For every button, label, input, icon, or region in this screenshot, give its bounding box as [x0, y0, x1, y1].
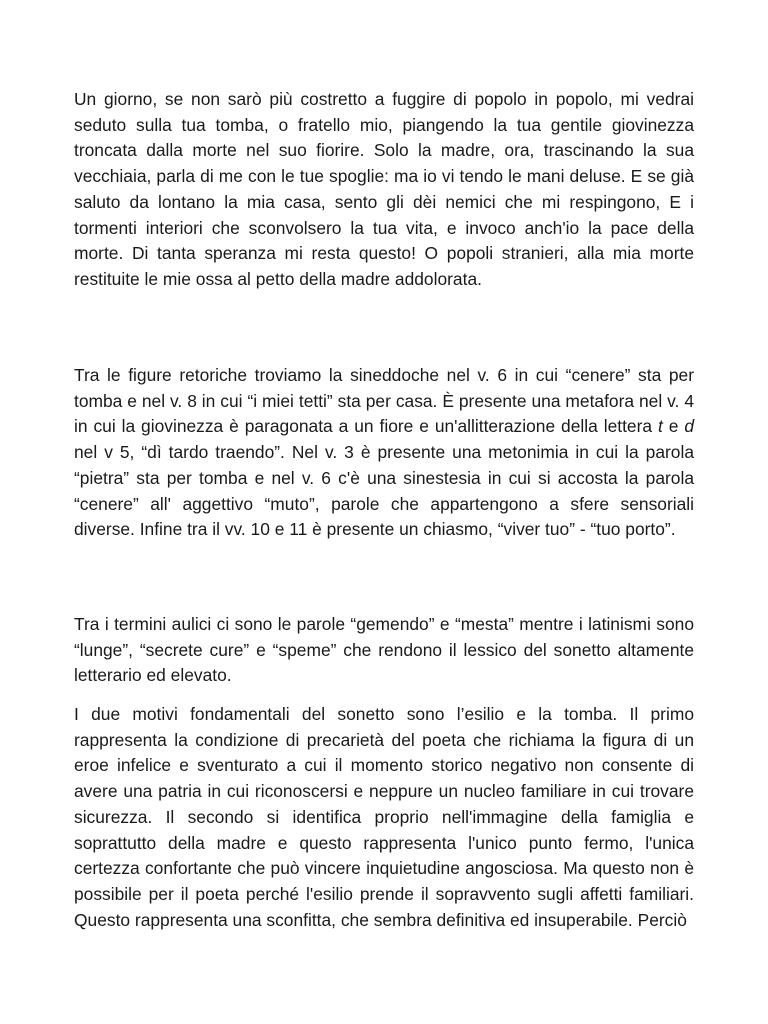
paragraph-lexicon: Tra i termini aulici ci sono le parole “gemendo” e “mesta” mentre i latinismi sono “lunge”, “secrete cure” e “speme” che rendono il lessico del sonetto altamente letterario ed elevato.	[74, 614, 694, 686]
figures-text-part-2: e	[662, 416, 685, 437]
paragraph-rhetorical-figures	[74, 363, 694, 543]
figures-text-part-1: Tra le figure retoriche troviamo la sineddoche nel v. 6 in cui “cenere” sta per tomba e nel v. 8 in cui “i miei tetti” sta per casa. È presente una metafora nel v. 4 in cui la giovinezza è paragonata a un fiore e un'allitterazione della lettera	[74, 365, 694, 437]
paragraph-themes: I due motivi fondamentali del sonetto sono l’esilio e la tomba. Il primo rappresenta la condizione di precarietà del poeta che richiama la figura di un eroe infelice e sventurato a cui il momento storico negativo non consente di avere una patria in cui riconoscersi e neppure un nucleo familiare in cui trovare sicurezza. Il secondo si identifica proprio nell'immagine della famiglia e soprattutto della madre e questo rappresenta l'unico punto fermo, l'unica certezza confortante che può vincere inquietudine angosciosa. Ma questo non è possibile per il poeta perché l'esilio prende il sopravvento sugli affetti familiari. Questo rappresenta una sconfitta, che sembra definitiva ed insuperabile. Perciò	[74, 704, 694, 930]
italic-letter-d: d	[684, 416, 694, 437]
italic-letter-t: t	[657, 416, 663, 437]
paragraph-translation: Un giorno, se non sarò più costretto a fuggire di popolo in popolo, mi vedrai seduto sulla tua tomba, o fratello mio, piangendo la tua gentile giovinezza troncata dalla morte nel suo fiorire. Solo la madre, ora, trascinando la sua vecchiaia, parla di me con le tue spoglie: ma io vi tendo le mani deluse. E se già saluto da lontano la mia casa, sento gli dèi nemici che mi respingono, E i tormenti interiori che sconvolsero la tua vita, e invoco anch'io la pace della morte. Di tanta speranza mi resta questo! O popoli stranieri, alla mia morte restituite le mie ossa al petto della madre addolorata.	[74, 89, 694, 289]
figures-text-part-3: nel v 5, “dì tardo traendo”. Nel v. 3 è presente una metonimia in cui la parola “pietra” sta per tomba e nel v. 6 c'è una sinestesia in cui si accosta la parola “cenere” all' aggettivo “muto”, parole che appartengono a sfere sensoriali diverse. Infine tra il vv. 10 e 11 è presente un chiasmo, “viver tuo” - “tuo porto”.	[74, 442, 694, 540]
